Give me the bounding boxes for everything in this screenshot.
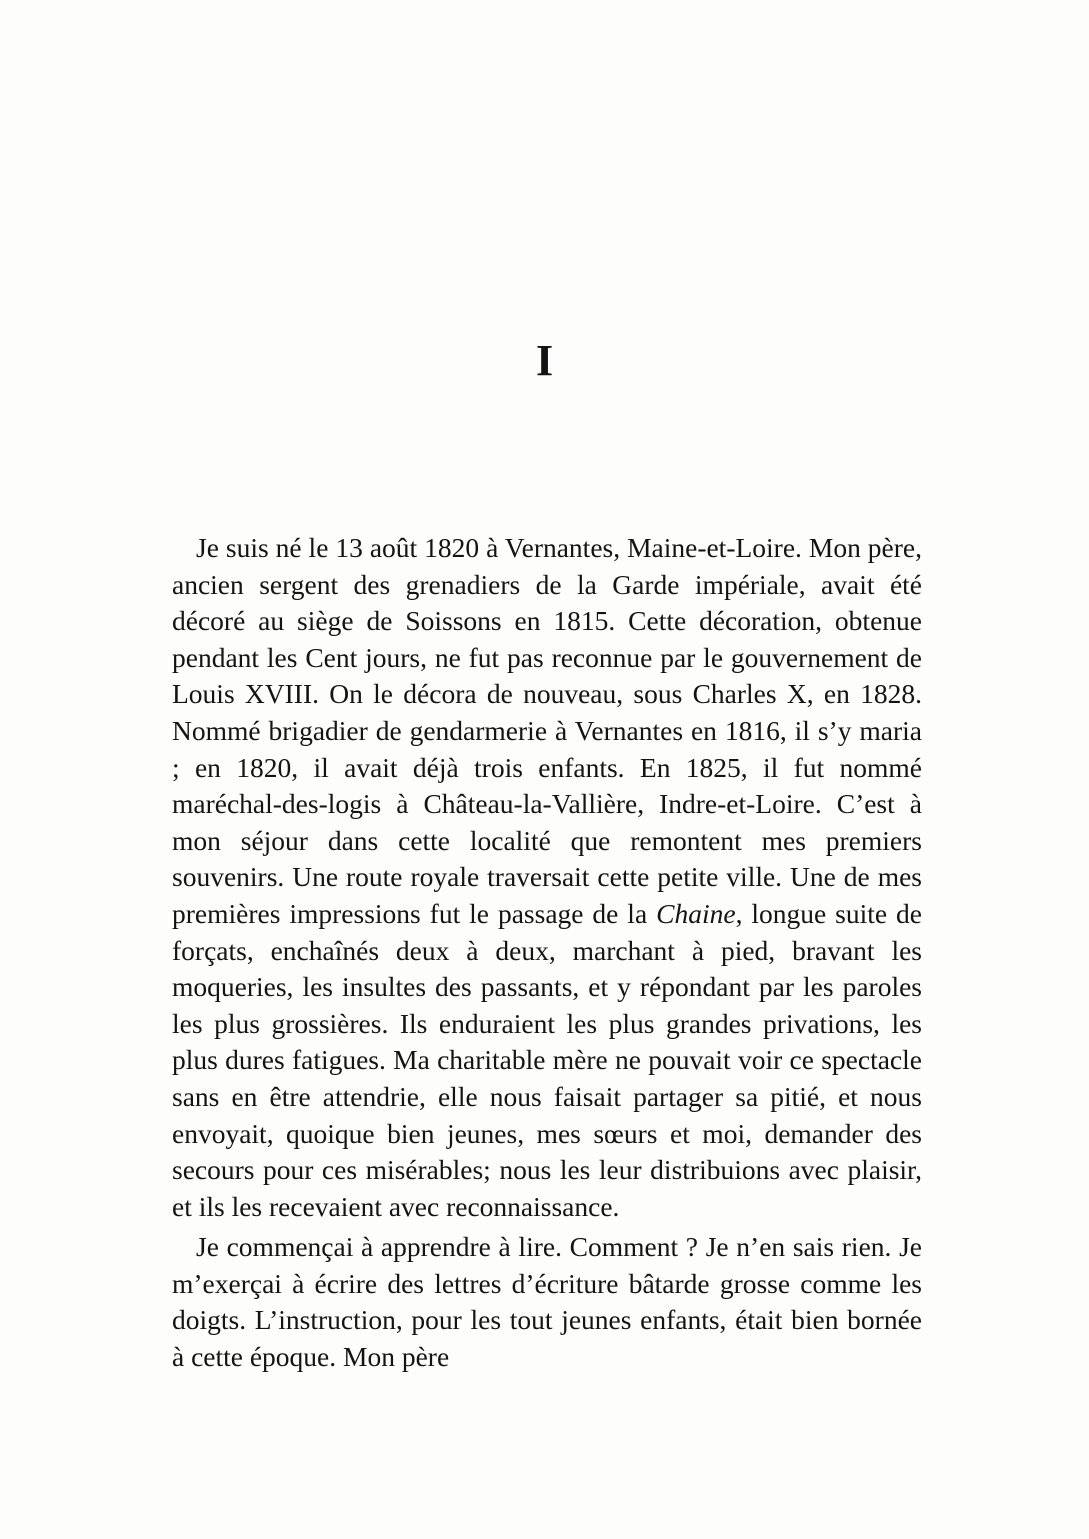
paragraph-1-text-b: , longue suite de forçats, enchaînés deux à deux, marchant à pied, bravant les moqueries, les insultes des passants, et y répondant par les paroles les plus grossières. Ils enduraient les plus grandes privations, les plus dures fatigues. Ma charitable mère ne pouvait voir ce spectacle sans en être attendrie, elle nous faisait partager sa pitié, et nous envoyait, quoique bien jeunes, mes sœurs et moi, demander des secours pour ces misérables; nous les leur distribuions avec plaisir, et ils les recevaient avec reconnaissance. <box>172 897 922 1222</box>
paragraph-1-italic-word: Chaine <box>656 897 736 929</box>
paragraph-2: Je commençai à apprendre à lire. Comment ? Je n’en sais rien. Je m’exerçai à écrire des lettres d’écriture bâtarde grosse comme les doigts. L’instruction, pour les tout jeunes enfants, était bien bornée à cette époque. Mon père <box>172 1231 922 1373</box>
paragraph-1 <box>172 530 922 1225</box>
body-text <box>172 530 922 1376</box>
chapter-heading: I <box>535 336 554 385</box>
paragraph-1-text-a: Je suis né le 13 août 1820 à Vernantes, Maine-et-Loire. Mon père, ancien sergent des grenadiers de la Garde impériale, avait été décoré au siège de Soissons en 1815. Cette décoration, obtenue pendant les Cent jours, ne fut pas reconnue par le gouvernement de Louis XVIII. On le décora de nouveau, sous Charles X, en 1828. Nommé brigadier de gendarmerie à Vernantes en 1816, il s’y maria ; en 1820, il avait déjà trois enfants. En 1825, il fut nommé maréchal-des-logis à Château-la-Vallière, Indre-et-Loire. C’est à mon séjour dans cette localité que remontent mes premiers souvenirs. Une route royale traversait cette petite ville. Une de mes premières impressions fut le passage de la <box>172 532 922 929</box>
